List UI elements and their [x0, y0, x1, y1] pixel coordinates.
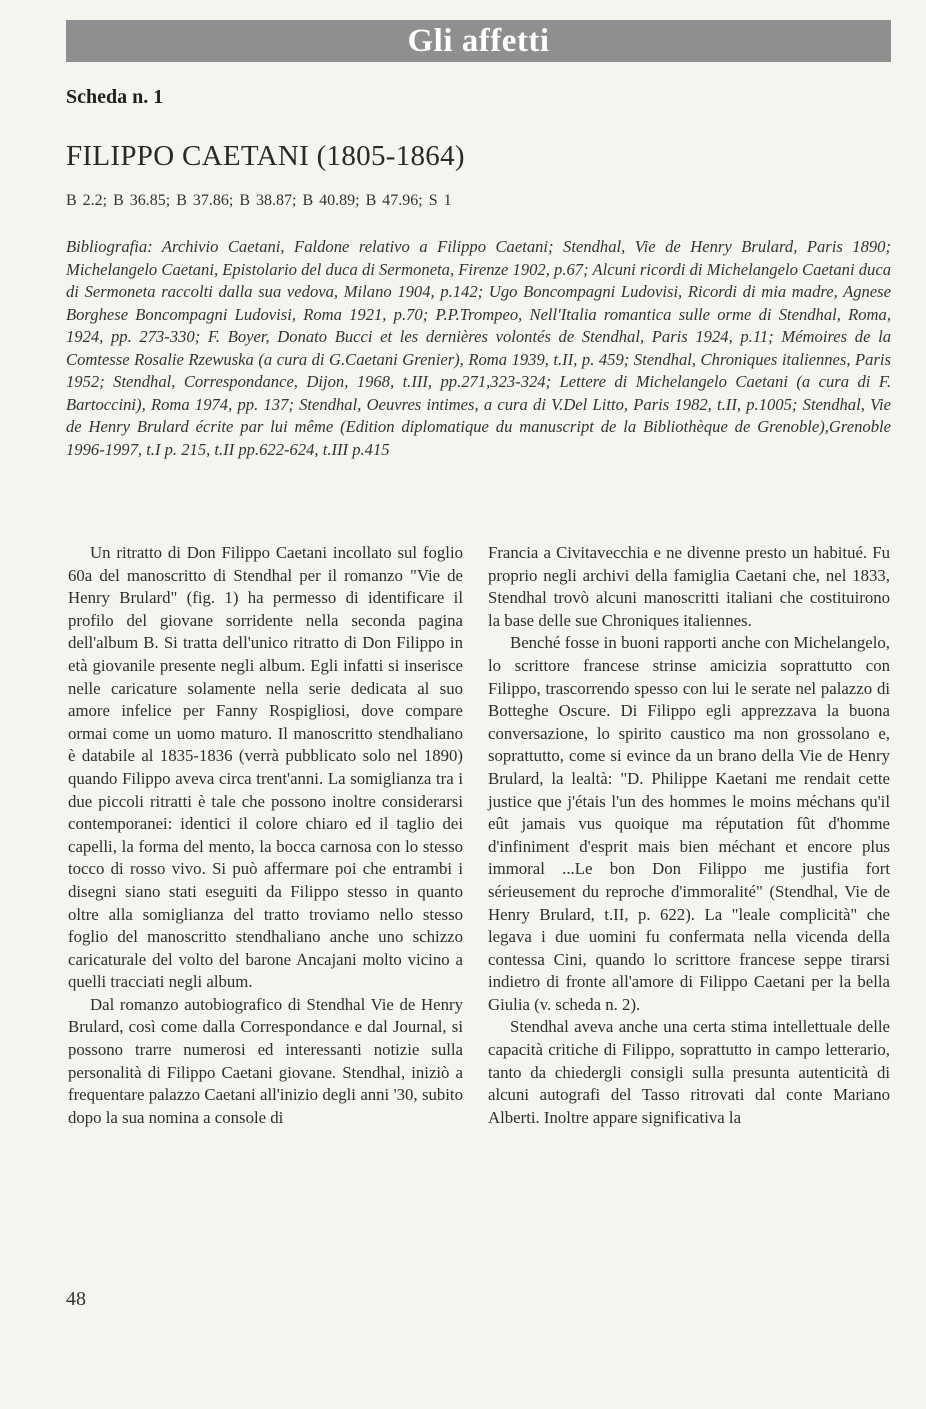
right-column — [488, 542, 890, 1129]
section-header — [66, 20, 891, 62]
card-number: Scheda n. 1 — [66, 86, 164, 108]
left-paragraph-1: Un ritratto di Don Filippo Caetani incollato sul foglio 60a del manoscritto di Stendhal per il romanzo "Vie de Henry Brulard" (fig. 1) ha permesso di identificare il profilo del giovane sorridente nella seconda pagina dell'album B. Si tratta dell'unico ritratto di Don Filippo in età giovanile presente negli album. Egli infatti si inserisce nelle caricature solamente nella serie dedicata al suo amore infelice per Fanny Rospigliosi, dove compare ormai come un uomo maturo. Il manoscritto stendhaliano è databile al 1835-1836 (verrà pubblicato solo nel 1890) quando Filippo aveva circa trent'anni. La somiglianza tra i due piccoli ritratti è tale che possono inoltre considerarsi contemporanei: identici il colore chiaro ed il taglio dei capelli, la forma del mento, la bocca carnosa con lo stesso tocco di rosso vivo. Si può affermare poi che entrambi i disegni siano stati eseguiti da Filippo stesso in quanto oltre alla somiglianza del tratto troviamo nello stesso foglio del manoscritto stendhaliano anche uno schizzo caricaturale del volto del barone Ancajani molto vicino a quelli tracciati negli album. — [68, 543, 463, 992]
left-paragraph-2: Dal romanzo autobiografico di Stendhal Vie de Henry Brulard, così come dalla Correspondance e dal Journal, si possono trarre numerosi ed interessanti notizie sulla personalità di Filippo Caetani giovane. Stendhal, iniziò a frequentare palazzo Caetani all'inizio degli anni '30, subito dopo la sua nomina a console di — [68, 994, 463, 1127]
bibliography: Bibliografia: Archivio Caetani, Faldone relativo a Filippo Caetani; Stendhal, Vie de Henry Brulard, Paris 1890; Michelangelo Caetani, Epistolario del duca di Sermoneta, Firenze 1902, p.67; Alcuni ricordi di Michelangelo Caetani duca di Sermoneta raccolti dalla sua vedova, Milano 1904, p.142; Ugo Boncompagni Ludovisi, Ricordi di mia madre, Agnese Borghese Boncompagni Ludovisi, Roma 1921, p.70; P.P.Trompeo, Nell'Italia romantica sulle orme di Stendhal, Roma, 1924, pp. 273-330; F. Boyer, Donato Bucci et les dernières volontés de Stendhal, Paris 1924, p.11; Mémoires de la Comtesse Rosalie Rzewuska (a cura di G.Caetani Grenier), Roma 1939, t.II, p. 459; Stendhal, Chroniques italiennes, Paris 1952; Stendhal, Correspondance, Dijon, 1968, t.III, pp.271,323-324; Lettere di Michelangelo Caetani (a cura di F. Bartoccini), Roma 1974, pp. 137; Stendhal, Oeuvres intimes, a cura di V.Del Litto, Paris 1982, t.II, p.1005; Stendhal, Vie de Henry Brulard écrite par lui même (Edition diplomatique du manuscript de la Bibliothèque de Grenoble),Grenoble 1996-1997, t.I p. 215, t.II pp.622-624, t.III p.415 — [66, 237, 891, 459]
page-number: 48 — [66, 1288, 86, 1310]
section-title: Gli affetti — [407, 22, 550, 59]
right-paragraph-2: Benché fosse in buoni rapporti anche con Michelangelo, lo scrittore francese strinse amicizia soprattutto con Filippo, trascorrendo spesso con lui le serate nel palazzo di Botteghe Oscure. Di Filippo egli apprezzava la buona conversazione, lo spirito caustico ma non grossolano e, soprattutto, come si evince da un brano della Vie de Henry Brulard, la lealtà: "D. Philippe Kaetani me rendait cette justice que j'étais l'un des hommes le moins méchans qu'il eût jamais vus quoique ma réputation fût d'homme d'infiniment d'esprit mais bien méchant et encore plus immoral ...Le bon Don Filippo me justifia fort sérieusement du reproche d'immoralité" (Stendhal, Vie de Henry Brulard, t.II, p. 622). La "leale complicità" che legava i due uomini fu confermata nella vicenda della contessa Cini, quando lo scrittore francese seppe tirarsi indietro di fronte all'amore di Filippo Caetani per la bella Giulia (v. scheda n. 2). — [488, 633, 890, 1014]
left-column — [68, 542, 463, 1129]
right-paragraph-3: Stendhal aveva anche una certa stima intellettuale delle capacità critiche di Filippo, soprattutto in campo letterario, tanto da chiedergli consigli sulla presunta autenticità di alcuni autografi del Tasso ritrovati dal conte Mariano Alberti. Inoltre appare significativa la — [488, 1017, 890, 1127]
reference-codes: B 2.2; B 36.85; B 37.86; B 38.87; B 40.89; B 47.96; S 1 — [66, 192, 452, 209]
right-paragraph-1: Francia a Civitavecchia e ne divenne presto un habitué. Fu proprio negli archivi della famiglia Caetani che, nel 1833, Stendhal trovò alcuni manoscritti italiani che costituirono la base delle sue Chroniques italiennes. — [488, 543, 890, 630]
person-title: FILIPPO CAETANI (1805-1864) — [66, 140, 465, 172]
